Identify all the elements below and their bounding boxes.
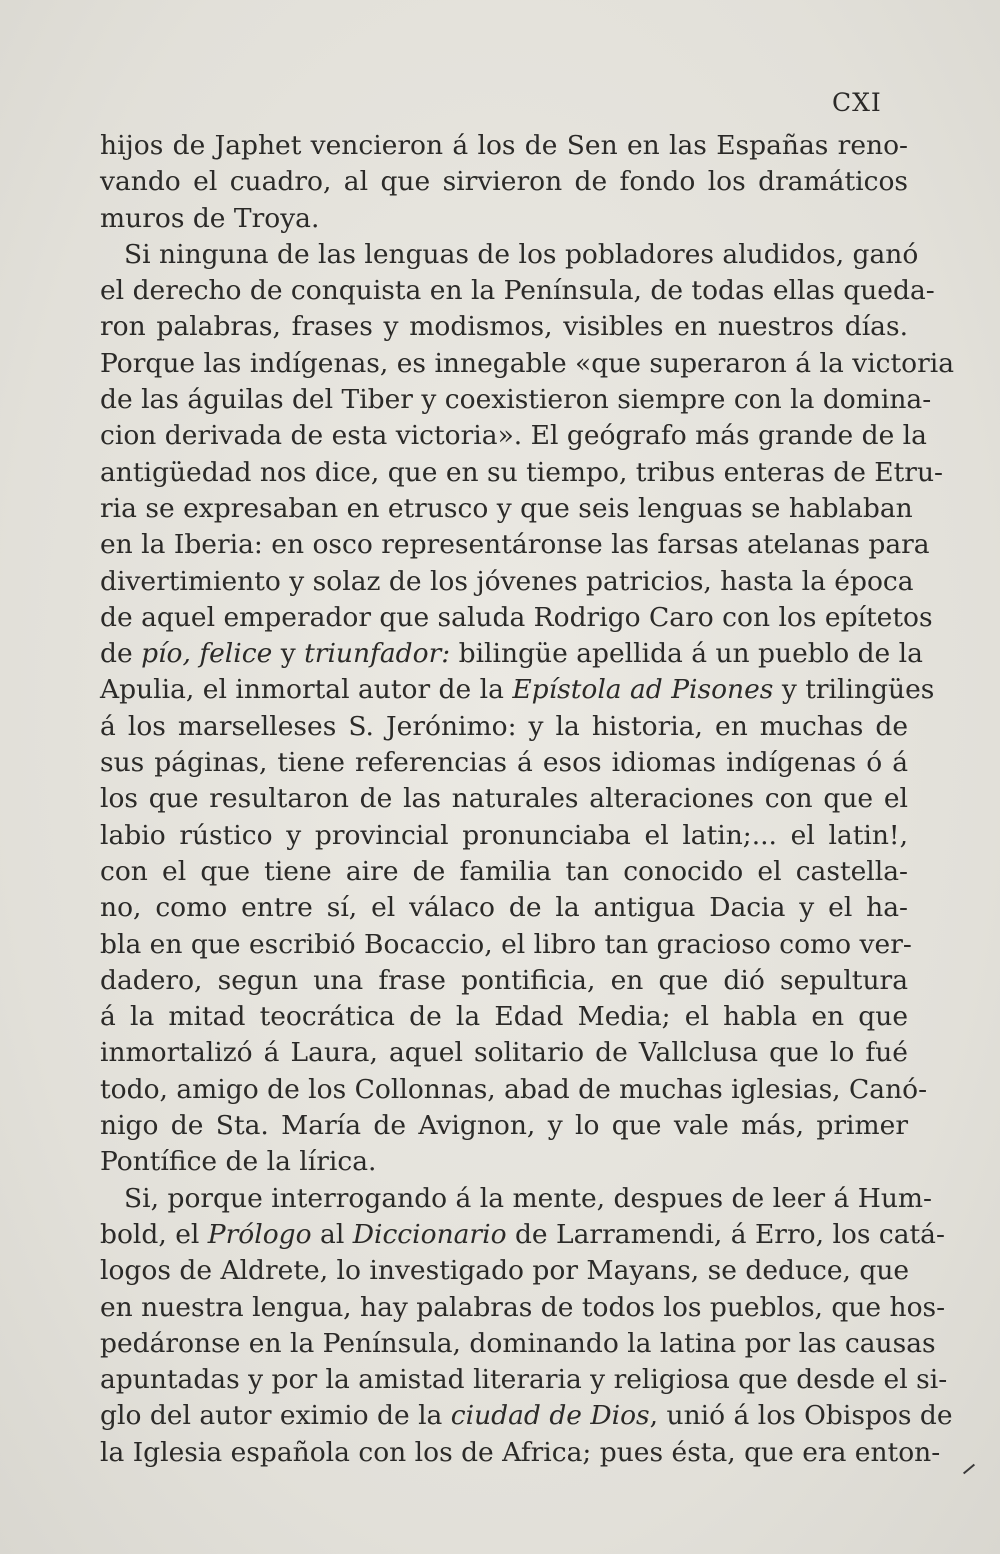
text-segment: con el que tiene aire de familia tan conocido el castella- bbox=[100, 855, 908, 887]
text-segment: vando el cuadro, al que sirvieron de fondo los dramáticos bbox=[100, 166, 908, 198]
text-segment: bla en que escribió Bocaccio, el libro tan gracioso como ver- bbox=[100, 928, 912, 960]
text-segment: el derecho de conquista en la Península, de todas ellas queda- bbox=[100, 275, 935, 307]
text-line bbox=[100, 1035, 908, 1071]
text-line bbox=[100, 1362, 948, 1398]
text-line bbox=[100, 309, 908, 345]
text-line bbox=[100, 1144, 908, 1180]
text-line bbox=[100, 1108, 908, 1144]
text-line bbox=[100, 890, 908, 926]
text-segment: á los marselleses S. Jerónimo: y la historia, en muchas de bbox=[100, 710, 908, 742]
text-segment: Apulia, el inmortal autor de la bbox=[100, 674, 513, 706]
text-segment: de bbox=[100, 638, 142, 670]
text-line bbox=[100, 709, 908, 745]
text-segment: sus páginas, tiene referencias á esos idiomas indígenas ó á bbox=[100, 747, 908, 779]
text-line bbox=[100, 1326, 936, 1362]
text-line bbox=[100, 963, 908, 999]
text-line bbox=[100, 382, 932, 418]
text-line bbox=[100, 1253, 908, 1289]
text-segment: bold, el bbox=[100, 1218, 208, 1250]
text-segment: todo, amigo de los Collonnas, abad de muchas iglesias, Canó- bbox=[100, 1073, 928, 1105]
italic-text: Prólogo bbox=[207, 1218, 312, 1250]
text-line bbox=[100, 636, 923, 672]
text-segment: Si ninguna de las lenguas de los pobladores aludidos, ganó bbox=[124, 238, 919, 270]
text-segment: glo del autor eximio de la bbox=[100, 1400, 451, 1432]
text-line bbox=[100, 1072, 928, 1108]
text-segment: hijos de Japhet vencieron á los de Sen en las Españas reno- bbox=[100, 130, 908, 161]
text-segment: inmortalizó á Laura, aquel solitario de Vallclusa que lo fué bbox=[100, 1037, 908, 1069]
text-segment: logos de Aldrete, lo investigado por Mayans, se deduce, que bbox=[100, 1255, 910, 1287]
text-segment: divertimiento y solaz de los jóvenes patricios, hasta la época bbox=[100, 565, 914, 597]
text-segment: al bbox=[311, 1218, 353, 1250]
text-segment: Pontífice de la lírica. bbox=[100, 1146, 377, 1178]
text-line bbox=[100, 491, 913, 527]
text-line bbox=[100, 745, 908, 781]
text-line bbox=[100, 1217, 945, 1253]
text-line bbox=[100, 564, 914, 600]
text-line bbox=[100, 1398, 953, 1434]
text-segment: Porque las indígenas, es innegable «que superaron á la victoria bbox=[100, 347, 955, 379]
text-line bbox=[100, 346, 955, 382]
italic-text: Diccionario bbox=[352, 1218, 507, 1250]
text-segment: en la Iberia: en osco representáronse las farsas atelanas para bbox=[100, 529, 930, 561]
text-line bbox=[100, 201, 908, 237]
text-segment: muros de Troya. bbox=[100, 202, 320, 234]
text-line bbox=[100, 1290, 946, 1326]
text-line bbox=[100, 999, 908, 1035]
italic-text: ciudad de Dios bbox=[450, 1400, 650, 1432]
text-segment: no, como entre sí, el válaco de la antigua Dacia y el ha- bbox=[100, 892, 908, 924]
text-segment: de las águilas del Tiber y coexistieron siempre con la domina- bbox=[100, 384, 932, 416]
text-segment: antigüedad nos dice, que en su tiempo, tribus enteras de Etru- bbox=[100, 456, 943, 488]
text-line bbox=[100, 781, 908, 817]
text-line bbox=[100, 672, 935, 708]
text-segment: apuntadas y por la amistad literaria y religiosa que desde el si- bbox=[100, 1364, 948, 1396]
text-line bbox=[100, 818, 908, 854]
text-line bbox=[100, 927, 912, 963]
text-line bbox=[100, 1435, 941, 1471]
text-segment: de Larramendi, á Erro, los catá- bbox=[506, 1218, 945, 1250]
text-segment: cion derivada de esta victoria». El geógrafo más grande de la bbox=[100, 420, 927, 452]
text-segment: labio rústico y provincial pronunciaba el latin;... el latin!, bbox=[100, 819, 908, 851]
italic-text: triunfador: bbox=[304, 638, 451, 670]
text-line bbox=[100, 600, 933, 636]
text-segment: y trilingües bbox=[773, 674, 935, 706]
text-segment: en nuestra lengua, hay palabras de todos los pueblos, que hos- bbox=[100, 1291, 946, 1323]
text-segment: nigo de Sta. María de Avignon, y lo que vale más, primer bbox=[100, 1110, 908, 1142]
text-line bbox=[100, 527, 930, 563]
text-segment: la Iglesia española con los de Africa; pues ésta, que era enton- bbox=[100, 1436, 941, 1468]
text-segment: pedáronse en la Península, dominando la latina por las causas bbox=[100, 1327, 936, 1359]
italic-text: pío, felice bbox=[141, 638, 273, 670]
text-line bbox=[100, 1181, 932, 1217]
text-segment: dadero, segun una frase pontificia, en que dió sepultura bbox=[100, 964, 908, 996]
text-line bbox=[100, 455, 943, 491]
text-segment: Si, porque interrogando á la mente, despues de leer á Hum- bbox=[124, 1182, 932, 1214]
text-line bbox=[100, 854, 908, 890]
body-text bbox=[100, 128, 955, 1471]
text-line bbox=[100, 164, 908, 200]
ink-speck bbox=[963, 1464, 975, 1475]
text-segment: de aquel emperador que saluda Rodrigo Caro con los epítetos bbox=[100, 601, 933, 633]
text-segment: ron palabras, frases y modismos, visibles en nuestros días. bbox=[100, 311, 908, 343]
text-line bbox=[100, 418, 927, 454]
page-number: CXI bbox=[832, 88, 882, 117]
text-segment: ria se expresaban en etrusco y que seis lenguas se hablaban bbox=[100, 492, 913, 524]
text-segment: y bbox=[272, 638, 305, 670]
text-line bbox=[100, 128, 908, 164]
text-segment: á la mitad teocrática de la Edad Media; el habla en que bbox=[100, 1001, 908, 1033]
text-line bbox=[100, 237, 919, 273]
text-segment: , unió á los Obispos de bbox=[649, 1400, 953, 1432]
italic-text: Epístola ad Pisones bbox=[512, 674, 774, 706]
text-segment: bilingüe apellida á un pueblo de la bbox=[450, 638, 923, 670]
text-segment: los que resultaron de las naturales alteraciones con que el bbox=[100, 783, 908, 815]
text-line bbox=[100, 273, 935, 309]
